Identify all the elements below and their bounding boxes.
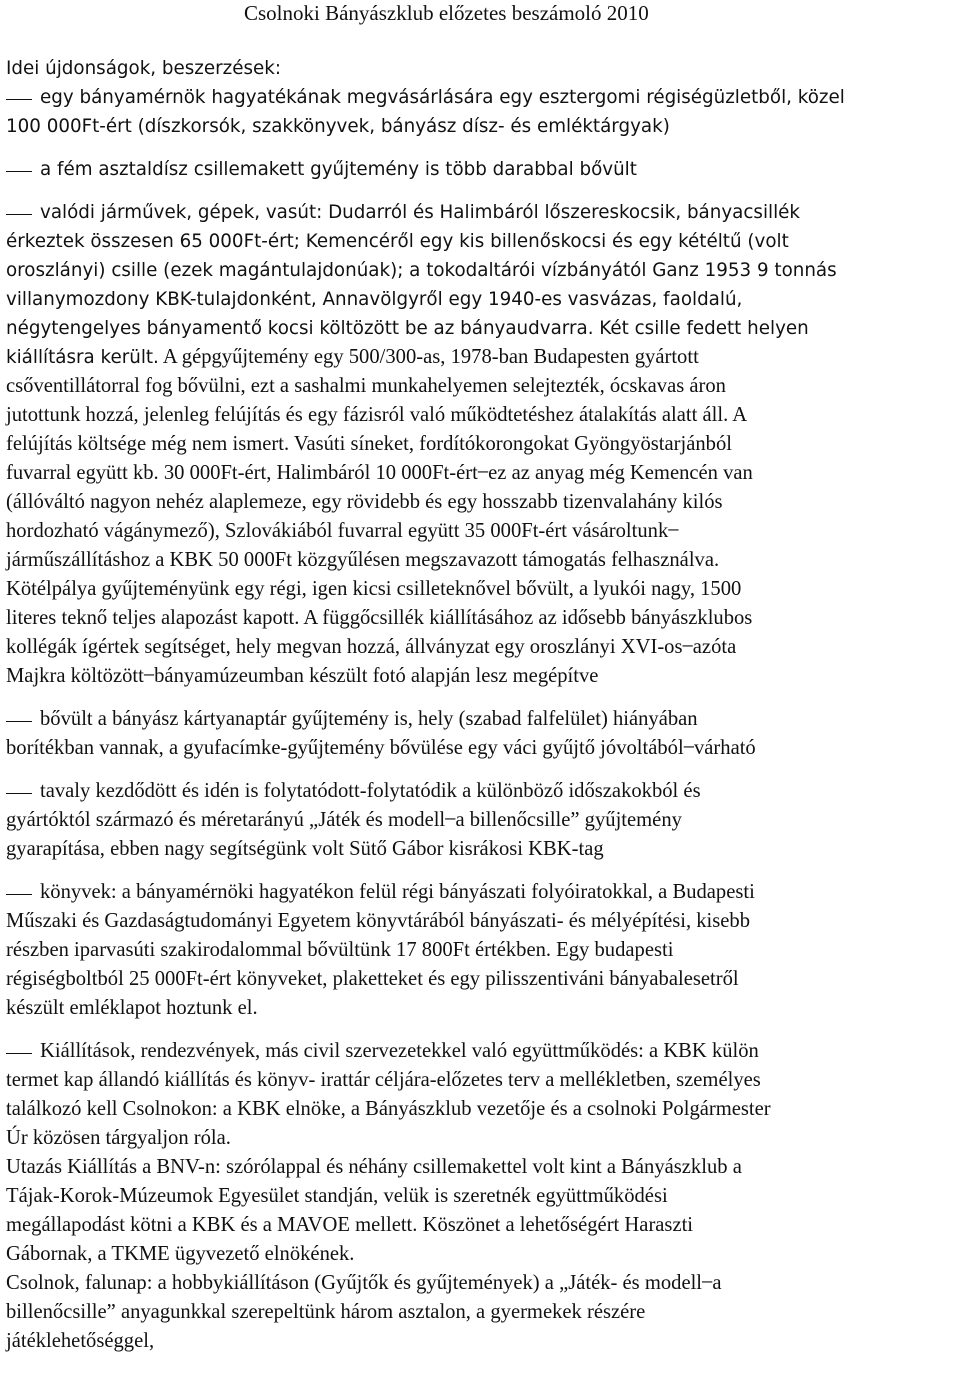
document-body	[6, 54, 956, 1356]
text-line: kollégák ígértek segítséget, hely megvan hozzá, állványzat egy oroszlányi XVI-os ̶ azóta	[6, 636, 737, 658]
text-line: régiségboltból 25 000Ft-ért könyveket, plaketteket és egy pilisszentiváni bányabalesetről	[6, 968, 739, 990]
text-line: Idei újdonságok, beszerzések:	[6, 58, 281, 79]
bullet-line: a fém asztaldísz csillemakett gyűjtemény is több darabbal bővült	[6, 155, 956, 184]
text-line: részben iparvasúti szakirodalommal bővültünk 17 800Ft értékben. Egy budapesti	[6, 939, 674, 961]
text-line: gyártóktól származó és méretarányú „Játék és modell ̶ a billenőcsille” gyűjtemény	[6, 809, 682, 831]
dash-bullet-icon	[6, 720, 38, 721]
text-line: jutottunk hozzá, jelenleg felújítás és egy fázisról való működtetéshez átalakítás alatt áll. A	[6, 404, 748, 426]
dash-bullet-icon	[6, 170, 38, 171]
bullet-line: Kiállítások, rendezvények, más civil szervezetekkel való együttműködés: a KBK külön	[6, 1037, 956, 1066]
text-line: találkozó kell Csolnokon: a KBK elnöke, a Bányászklub vezetője és a csolnoki Polgármester	[6, 1098, 771, 1120]
dash-bullet-icon	[6, 792, 38, 793]
dash-bullet-icon	[6, 213, 38, 214]
text-line: érkeztek összesen 65 000Ft-ért; Kemencéről egy kis billenőskocsi és egy kétéltű (volt	[6, 231, 789, 252]
text-line: felújítás költsége még nem ismert. Vasúti síneket, fordítókorongokat Gyöngyöstarjánból	[6, 433, 732, 455]
text-line: hordozható vágánymező), Szlovákiából fuvarral együtt 35 000Ft-ért vásároltunk ̶	[6, 520, 674, 542]
text-line: játéklehetőséggel,	[6, 1330, 155, 1352]
page-header: Csolnoki Bányászklub előzetes beszámoló 2010	[244, 1, 649, 25]
text-line: Csolnok, falunap: a hobbykiállításon (Gyűjtők és gyűjtemények) a „Játék- és modell ̶ a	[6, 1272, 722, 1294]
text-line: Kötélpálya gyűjteményünk egy régi, igen kicsi csilleteknővel bővült, a lyukói nagy, 1500	[6, 578, 742, 600]
text-line: megállapodást kötni a KBK és a MAVOE mellett. Köszönet a lehetőségért Haraszti	[6, 1214, 694, 1236]
text-line: járműszállításhoz a KBK 50 000Ft közgyűlésen megszavazott támogatás felhasználva.	[6, 549, 720, 571]
text-line: 100 000Ft-ért (díszkorsók, szakkönyvek, bányász dísz- és emléktárgyak)	[6, 116, 670, 137]
text-line: fuvarral együtt kb. 30 000Ft-ért, Halimbáról 10 000Ft-ért ̶ ez az anyag még Kemencén van	[6, 462, 753, 484]
text-line: billenőcsille” anyagunkkal szerepeltünk három asztalon, a gyermekek részére	[6, 1301, 646, 1323]
bullet-line: tavaly kezdődött és idén is folytatódott-folytatódik a különböző időszakokból és	[6, 777, 956, 806]
text-line: literes teknő teljes alapozást kapott. A függőcsillék kiállításához az idősebb bányászklubos	[6, 607, 753, 629]
dash-bullet-icon	[6, 1052, 38, 1053]
text-line: készült emléklapot hoztunk el.	[6, 997, 258, 1019]
text-line: villanymozdony KBK-tulajdonként, Annavölgyről egy 1940-es vasvázas, faoldalú,	[6, 289, 743, 310]
bullet-line: bővült a bányász kártyanaptár gyűjtemény is, hely (szabad falfelület) hiányában	[6, 705, 956, 734]
text-line: borítékban vannak, a gyufacímke-gyűjtemény bővülése egy váci gyűjtő jóvoltából ̶ várható	[6, 737, 756, 759]
bullet-line: könyvek: a bányamérnöki hagyatékon felül régi bányászati folyóiratokkal, a Budapesti	[6, 878, 956, 907]
text-line: Műszaki és Gazdaságtudományi Egyetem könyvtárából bányászati- és mélyépítési, kisebb	[6, 910, 751, 932]
text-line: gyarapítása, ebben nagy segítségünk volt Sütő Gábor kisrákosi KBK-tag	[6, 838, 604, 860]
text-line: Utazás Kiállítás a BNV-n: szórólappal és néhány csillemakettel volt kint a Bányászklub a	[6, 1156, 742, 1178]
text-line: Tájak-Korok-Múzeumok Egyesület standján, velük is szeretnék együttműködési	[6, 1185, 668, 1207]
text-line: csőventillátorral fog bővülni, ezt a sashalmi munkahelyemen selejtezték, ócskavas áron	[6, 375, 726, 397]
text-line: Gábornak, a TKME ügyvezető elnökének.	[6, 1243, 355, 1265]
text-line: kiállításra került. A gépgyűjtemény egy 500/300-as, 1978-ban Budapesten gyártott	[6, 346, 699, 368]
text-line: Úr közösen tárgyaljon róla.	[6, 1127, 231, 1149]
dash-bullet-icon	[6, 893, 38, 894]
text-line: termet kap állandó kiállítás és könyv- irattár céljára-előzetes terv a mellékletben, személyes	[6, 1069, 761, 1091]
text-line: (állóváltó nagyon nehéz alaplemeze, egy rövidebb és egy hosszabb tizenvalahány kilós	[6, 491, 723, 513]
text-line: négytengelyes bányamentő kocsi költözött be az bányaudvarra. Két csille fedett helyen	[6, 318, 809, 339]
text-line: oroszlányi) csille (ezek magántulajdonúak); a tokodaltárói vízbányától Ganz 1953 9 tonnás	[6, 260, 837, 281]
bullet-line: egy bányamérnök hagyatékának megvásárlására egy esztergomi régiségüzletből, közel	[6, 83, 956, 112]
text-line: Majkra költözött ̶ bányamúzeumban készült fotó alapján lesz megépítve	[6, 665, 599, 687]
dash-bullet-icon	[6, 98, 38, 99]
bullet-line: valódi járművek, gépek, vasút: Dudarról és Halimbáról lőszereskocsik, bányacsillék	[6, 198, 956, 227]
